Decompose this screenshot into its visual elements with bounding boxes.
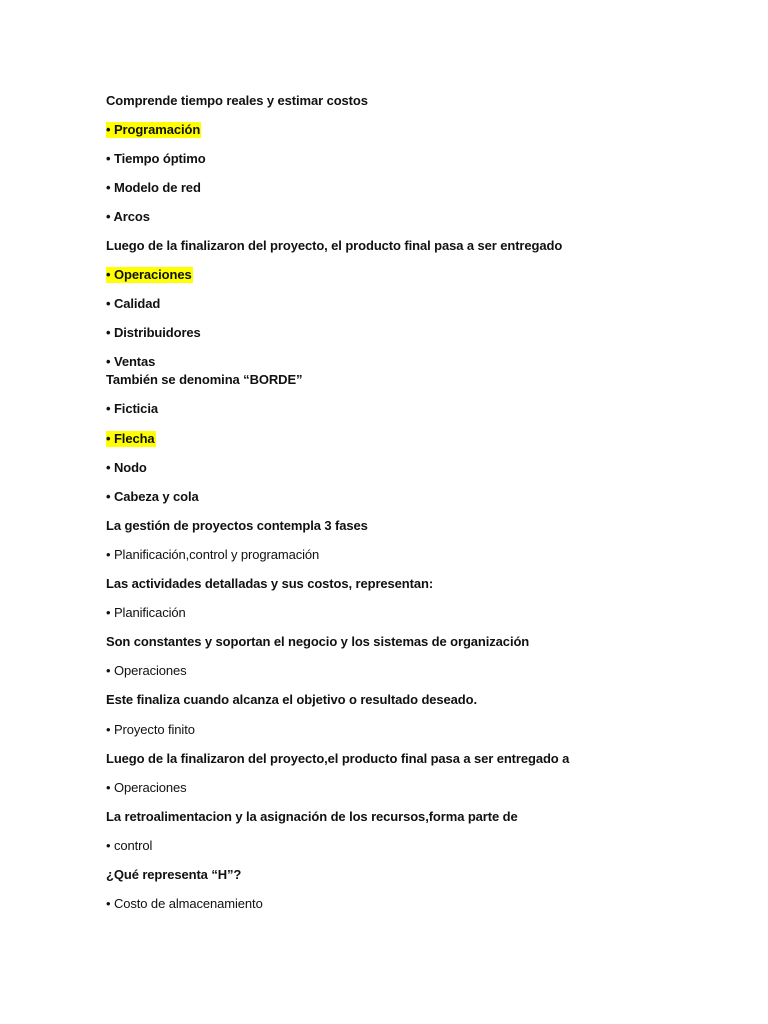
question-1: Comprende tiempo reales y estimar costos (106, 93, 368, 108)
option: • Ficticia (106, 401, 158, 416)
question-4: La gestión de proyectos contempla 3 fases (106, 518, 368, 533)
highlighted-answer: • Flecha (106, 431, 155, 446)
question-3: También se denomina “BORDE” (106, 372, 303, 387)
question-7: Este finaliza cuando alcanza el objetivo o resultado deseado. (106, 692, 478, 707)
answer: • Operaciones (106, 663, 187, 678)
question-5: Las actividades detalladas y sus costos, representan: (106, 576, 434, 591)
option: • Tiempo óptimo (106, 151, 206, 166)
answer: • Planificación,control y programación (106, 547, 320, 562)
option: • Cabeza y cola (106, 489, 199, 504)
option: • Distribuidores (106, 325, 201, 340)
option-highlighted (106, 121, 201, 138)
option: • Ventas (106, 354, 156, 369)
highlighted-answer: • Operaciones (106, 267, 192, 282)
answer: • Planificación (106, 605, 186, 620)
answer: • Operaciones (106, 780, 187, 795)
question-9: La retroalimentacion y la asignación de los recursos,forma parte de (106, 809, 518, 824)
option-highlighted (106, 266, 193, 283)
option: • Arcos (106, 209, 150, 224)
question-8: Luego de la finalizaron del proyecto,el producto final pasa a ser entregado a (106, 751, 570, 766)
option: • Calidad (106, 296, 161, 311)
answer: • Costo de almacenamiento (106, 896, 263, 911)
option: • Nodo (106, 460, 147, 475)
answer: • Proyecto finito (106, 722, 195, 737)
answer: • control (106, 838, 153, 853)
highlighted-answer: • Programación (106, 122, 201, 137)
question-10: ¿Qué representa “H”? (106, 867, 242, 882)
question-6: Son constantes y soportan el negocio y los sistemas de organización (106, 634, 530, 649)
option: • Modelo de red (106, 180, 201, 195)
option-highlighted (106, 430, 156, 447)
question-2: Luego de la finalizaron del proyecto, el producto final pasa a ser entregado (106, 238, 563, 253)
